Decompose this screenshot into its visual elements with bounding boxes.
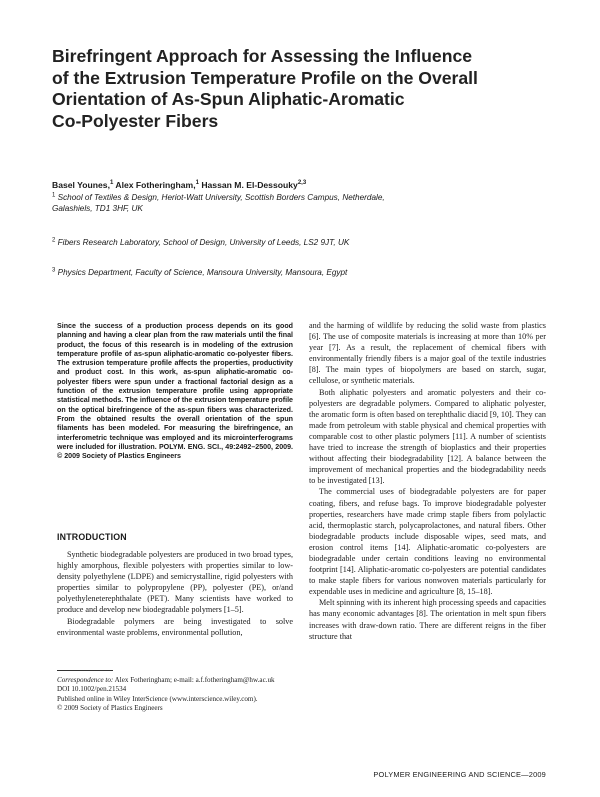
affiliation-2 — [52, 237, 552, 248]
section-heading: INTRODUCTION — [57, 532, 127, 542]
paragraph: Synthetic biodegradable polyesters are produced in two broad types, highly amorphous, flexible polyesters with properties similar to low-density polyethylene (LDPE) and semicrystalline, rigid polyesters with properties similar to polypropylene (PP), polyester (PE), or/and polyethyleneterephthalate (PET). Many scientists have worked to produce and develop new biodegradable polymers [1–5]. — [57, 550, 293, 615]
published-online: Published online in Wiley InterScience (www.interscience.wiley.com). — [57, 694, 258, 703]
abstract-text: Since the success of a production process depends on its good planning and having a clear plan from the raw materials until the final product, the focus of this research is in modeling of the extrusion temperature profile of as-spun aliphatic-aromatic co-polyester fibers. The extrusion temperature profile affects the properties, productivity and product cost. In this work, as-spun aliphatic-aromatic co-polyester fibers were spun under a fractional factorial design as a function of the extrusion temperature profile using appropriate statistical methods. The influence of the extrusion temperature profile on the optical birefringence of the as-spun fibers was characterized. From the obtained results the overall orientation of the spun filaments has been modeled. For measuring the birefringence, an interferometric technique was employed and its microinterferograms were included for illustration. — [57, 322, 293, 451]
author-affil-mark: 2,3 — [297, 180, 307, 187]
title-line: Co-Polyester Fibers — [52, 110, 219, 131]
correspondence-text: Alex Fotheringham; e-mail: a.f.fotheringham@hw.ac.uk — [113, 676, 275, 684]
paragraph: Biodegradable polymers are being investigated to solve environmental waste problems, environmental pollution, — [57, 616, 293, 637]
title-line: Orientation of As-Spun Aliphatic-Aromatic — [52, 89, 405, 109]
paragraph: and the harming of wildlife by reducing the solid waste from plastics [6]. The use of composite materials is increasing at more than 10% per year [7]. As a result, the replacement of chemical fibers with environmentally friendly fibers is a major goal of the textile industries [8]. The main types of biopolymers are based on starch, sugar, cellulose, or synthetic materials. — [309, 321, 546, 386]
author-name: Hassan M. El-Dessouky — [198, 180, 298, 190]
affil-mark: 2 — [52, 237, 56, 244]
author-list — [52, 180, 552, 190]
abstract — [57, 322, 293, 461]
footnote-rule — [57, 670, 113, 671]
affil-mark: 3 — [52, 267, 56, 274]
doi: DOI 10.1002/pen.21534 — [57, 685, 127, 694]
paragraph: The commercial uses of biodegradable polyesters are for paper coating, fibers, and refuse bags. To improve biodegradable polyester properties, researchers have made crimp staple fibers from polylactic acid, thermoplastic starch, polycaprolactones, and natural fibers. Other biodegradable products include disposable wipes, seed mats, and erosion control items [14]. Aliphatic-aromatic co-polyesters are biodegradable under certain conditions leaving no environmental footprint [14]. Aliphatic-aromatic co-polyesters are potential candidates to make staple fibers for various nonwoven materials particularly for expendable uses in medicine and agriculture [8, 15–18]. — [309, 487, 546, 597]
title-line: of the Extrusion Temperature Profile on the Overall — [52, 67, 478, 88]
abstract-citation: POLYM. ENG. SCI., 49:2492–2500, 2009. © 2009 Society of Plastics Engineers — [57, 442, 293, 461]
paragraph: Both aliphatic polyesters and aromatic polyesters and their co-polyesters are degradable polymers. Compared to aliphatic polyester, the aromatic form is often based on terephthalic diacid [9, 10]. They can made from petroleum with stable physical and chemical properties with comparable cost to other plastic polymers [11]. A number of scientists have tried to increase the strength of bioplastics and their properties without affecting their biodegradability [12]. A balance between the improvement of mechanical properties and the biodegradability needs to be investigated [13]. — [309, 387, 546, 486]
affil-text: Fibers Research Laboratory, School of Design, University of Leeds, LS2 9JT, UK — [55, 238, 350, 247]
paragraph: Melt spinning with its inherent high processing speeds and capacities has many economic advantages [8]. The orientation in melt spun fibers increases with draw-down ratio. There are different reigns in the fiber structure that — [309, 598, 546, 641]
affiliation-1 — [52, 192, 552, 214]
affil-text: School of Textiles & Design, Heriot-Watt University, Scottish Borders Campus, Netherdale, — [55, 193, 385, 202]
copyright: © 2009 Society of Plastics Engineers — [57, 704, 163, 713]
affil-mark: 1 — [52, 192, 56, 199]
author-name: Alex Fotheringham, — [113, 180, 196, 190]
affil-text: Galashiels, TD1 3HF, UK — [52, 204, 143, 214]
author-affil-mark: 1 — [195, 180, 199, 187]
affiliation-3 — [52, 267, 552, 278]
title-line: Birefringent Approach for Assessing the Influence — [52, 46, 473, 66]
paper-title — [52, 46, 552, 132]
left-column-body — [57, 549, 293, 638]
footnote — [57, 676, 293, 714]
correspondence-label: Correspondence to: — [57, 676, 114, 684]
author-affil-mark: 1 — [109, 180, 114, 187]
author-name: Basel Younes, — [52, 180, 110, 190]
affil-text: Physics Department, Faculty of Science, Mansoura University, Mansoura, Egypt — [55, 268, 348, 277]
right-column-body — [309, 320, 546, 642]
journal-footer: POLYMER ENGINEERING AND SCIENCE—2009 — [373, 770, 546, 779]
